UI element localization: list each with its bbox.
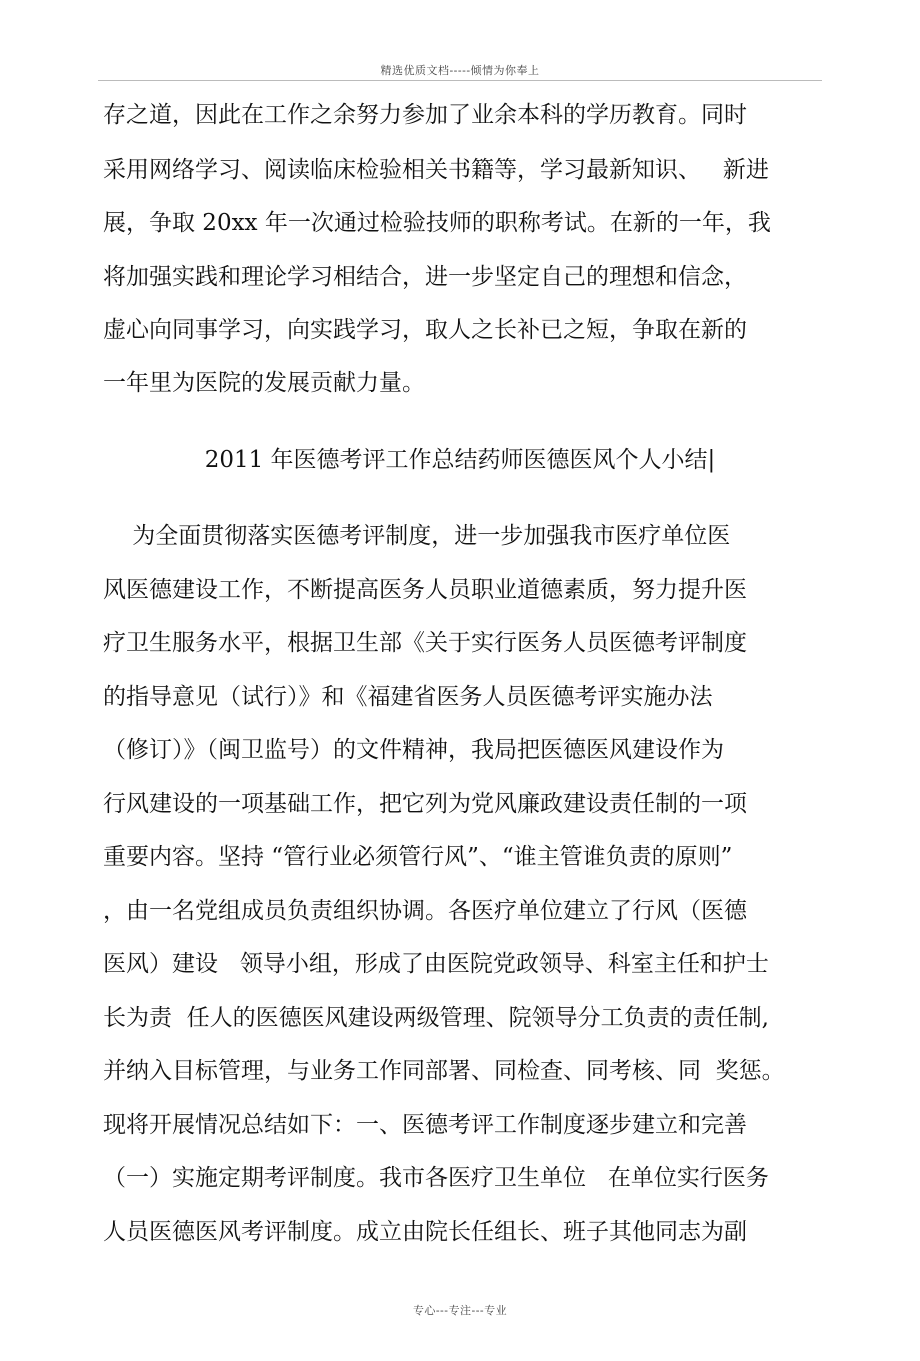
text-line: 展，争取 20xx 年一次通过检验技师的职称考试。在新的一年，我: [103, 210, 771, 236]
text-line: （一）实施定期考评制度。我市各医疗卫生单位 在单位实行医务: [103, 1165, 769, 1191]
text-line: （修订）》（闽卫监号）的文件精神，我局把医德医风建设作为: [103, 737, 724, 763]
text-line: 重要内容。坚持 “管行业必须管行风”、“谁主管谁负责的原则”: [103, 844, 733, 870]
text-line: 现将开展情况总结如下：一、医德考评工作制度逐步建立和完善: [103, 1112, 747, 1138]
text-line: 将加强实践和理论学习相结合，进一步坚定自己的理想和信念，: [103, 264, 747, 290]
header-divider: [98, 80, 822, 81]
text-line: 一年里为医院的发展贡献力量。: [103, 370, 425, 396]
text-line: 的指导意见（试行）》和《福建省医务人员医德考评实施办法: [103, 684, 713, 710]
page-footer: 专心---专注---专业: [412, 1304, 508, 1317]
text-line: 行风建设的一项基础工作，把它列为党风廉政建设责任制的一项: [103, 791, 747, 817]
text-line: 疗卫生服务水平，根据卫生部《关于实行医务人员医德考评制度: [103, 630, 747, 656]
text-line: ，由一名党组成员负责组织协调。各医疗单位建立了行风（医德: [103, 898, 747, 924]
text-line: 采用网络学习、阅读临床检验相关书籍等，学习最新知识、 新进: [103, 157, 769, 183]
text-line: 风医德建设工作，不断提高医务人员职业道德素质，努力提升医: [103, 577, 747, 603]
text-line: 为全面贯彻落实医德考评制度，进一步加强我市医疗单位医: [103, 523, 731, 549]
text-line: 人员医德医风考评制度。成立由院长任组长、班子其他同志为副: [103, 1219, 747, 1245]
text-line: 存之道，因此在工作之余努力参加了业余本科的学历教育。同时: [103, 102, 747, 128]
text-line: 并纳入目标管理，与业务工作同部署、同检查、同考核、同 奖惩。: [103, 1058, 785, 1084]
section-title: 2011 年医德考评工作总结药师医德医风个人小结|: [204, 447, 716, 473]
page-header: 精选优质文档-----倾情为你奉上: [380, 64, 540, 77]
text-line: 虚心向同事学习，向实践学习，取人之长补已之短，争取在新的: [103, 317, 747, 343]
text-line: 医风）建设 领导小组，形成了由医院党政领导、科室主任和护士: [103, 951, 769, 977]
text-line: 长为责 任人的医德医风建设两级管理、院领导分工负责的责任制,: [103, 1005, 769, 1031]
